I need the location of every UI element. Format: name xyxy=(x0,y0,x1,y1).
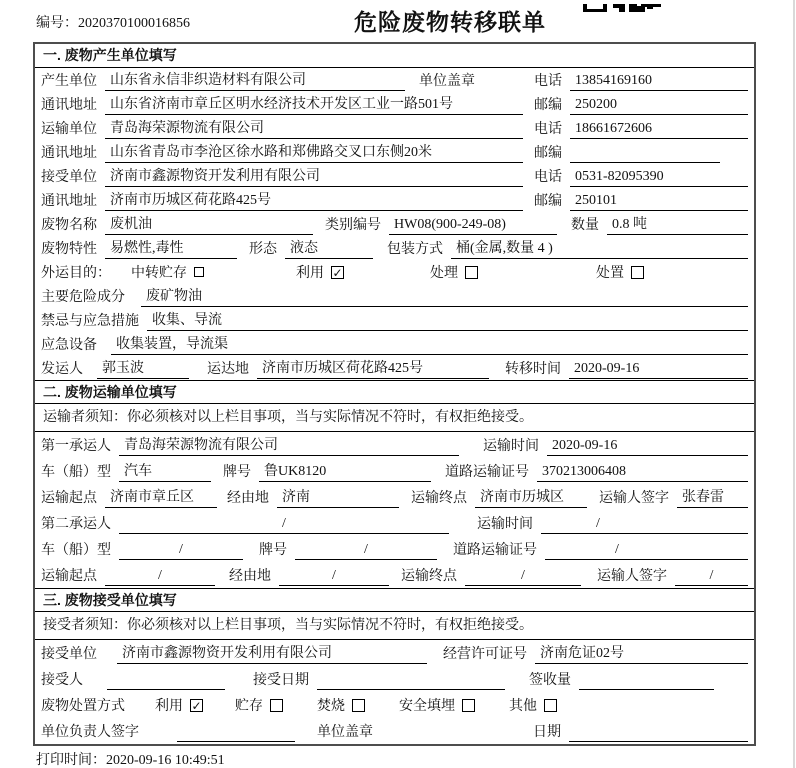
address2-value: 山东省青岛市李沧区徐水路和郑佛路交叉口东侧20米 xyxy=(105,142,523,163)
vehicle1-value: 汽车 xyxy=(119,461,211,482)
via2-value: / xyxy=(279,565,389,586)
zip2-value xyxy=(570,142,720,163)
disposal-option-storage-label: 贮存 xyxy=(235,699,263,714)
plate2-label: 牌号 xyxy=(259,543,287,558)
section2-header: 二. 废物运输单位填写 xyxy=(35,380,754,404)
via2-label: 经由地 xyxy=(229,569,271,584)
receiver-notice: 接受者须知：你必须核对以上栏目事项，当与实际情况不符时，有权拒绝接受。 xyxy=(35,612,754,640)
section3-header: 三. 废物接受单位填写 xyxy=(35,588,754,612)
plate1-label: 牌号 xyxy=(223,465,251,480)
end2-value: / xyxy=(465,565,581,586)
sign2-label: 运输人签字 xyxy=(597,569,667,584)
plate1-value: 鲁UK8120 xyxy=(259,461,431,482)
vehicle1-row xyxy=(35,458,754,484)
producer-value: 山东省永信非织造材料有限公司 xyxy=(105,70,405,91)
equipment-label: 应急设备 xyxy=(41,338,97,353)
phone1-label: 电话 xyxy=(534,74,562,89)
phone3-value: 0531-82095390 xyxy=(570,166,748,187)
purpose-option-utilize-label: 利用 xyxy=(296,266,324,281)
serial-label: 编号： xyxy=(36,16,78,31)
accept-unit-value: 济南市鑫源物资开发利用有限公司 xyxy=(117,643,427,664)
disposal-storage-checkbox xyxy=(270,699,283,712)
disposal-option-other-label: 其他 xyxy=(509,699,537,714)
purpose-option-utilize xyxy=(296,262,344,282)
packaging-label: 包装方式 xyxy=(387,242,443,257)
disposal-option-incinerate-label: 焚烧 xyxy=(317,699,345,714)
equipment-row xyxy=(35,332,754,356)
disposal-option-other xyxy=(509,695,557,715)
waste-name-label: 废物名称 xyxy=(41,218,97,233)
via1-label: 经由地 xyxy=(227,491,269,506)
destination-label: 运达地 xyxy=(207,362,249,377)
via1-value: 济南 xyxy=(277,487,399,508)
time2-value: / xyxy=(541,513,748,534)
manifest-form xyxy=(33,42,756,746)
transfer-date-label: 转移时间 xyxy=(505,362,561,377)
address3-label: 通讯地址 xyxy=(41,194,97,209)
address3-value: 济南市历城区荷花路425号 xyxy=(105,190,523,211)
sign2-value: / xyxy=(675,565,748,586)
phone3-label: 电话 xyxy=(534,170,562,185)
receiver-label: 接受单位 xyxy=(41,170,97,185)
serial-number xyxy=(36,12,190,32)
hazard-row xyxy=(35,284,754,308)
document-header xyxy=(0,0,796,42)
responsible-sign-value xyxy=(177,721,295,742)
carrier2-value: / xyxy=(119,513,449,534)
page-title: 危险废物转移联单 xyxy=(354,10,546,35)
serial-value: 2020370100016856 xyxy=(78,16,190,31)
route2-row xyxy=(35,562,754,588)
accept-unit-row xyxy=(35,640,754,666)
purpose-option-transfer-storage-label: 中转贮存 xyxy=(131,266,187,281)
form-label: 形态 xyxy=(249,242,277,257)
print-time xyxy=(36,749,225,768)
acceptor-row xyxy=(35,666,754,692)
waste-name-row xyxy=(35,212,754,236)
carrier1-value: 青岛海荣源物流有限公司 xyxy=(119,435,459,456)
zip1-value: 250200 xyxy=(570,94,748,115)
disposal-other-checkbox xyxy=(544,699,557,712)
equipment-value: 收集装置，导流渠 xyxy=(111,334,748,355)
zip3-label: 邮编 xyxy=(534,194,562,209)
packaging-value: 桶(金属,数量 4 ) xyxy=(451,238,748,259)
quantity-value: 0.8 吨 xyxy=(607,214,748,235)
purpose-option-dispose-label: 处置 xyxy=(596,266,624,281)
disposal-label: 废物处置方式 xyxy=(41,699,125,714)
consignor-row xyxy=(35,356,754,380)
transporter-label: 运输单位 xyxy=(41,122,97,137)
vehicle1-label: 车（船）型 xyxy=(41,465,111,480)
end1-value: 济南市历城区 xyxy=(475,487,587,508)
sign1-value: 张春雷 xyxy=(677,487,748,508)
license1-label: 道路运输证号 xyxy=(445,465,529,480)
form-value: 液态 xyxy=(285,238,373,259)
purpose-option-dispose xyxy=(596,262,644,282)
category-label: 类别编号 xyxy=(325,218,381,233)
phone2-label: 电话 xyxy=(534,122,562,137)
quantity-label: 数量 xyxy=(571,218,599,233)
responsible-sign-label: 单位负责人签字 xyxy=(41,725,139,740)
purpose-treat-checkbox xyxy=(465,266,478,279)
receiver-address-row xyxy=(35,188,754,212)
time1-label: 运输时间 xyxy=(483,439,539,454)
zip2-label: 邮编 xyxy=(534,146,562,161)
receiver-value: 济南市鑫源物资开发利用有限公司 xyxy=(105,166,523,187)
unit-seal-label: 单位盖章 xyxy=(419,74,475,89)
disposal-option-utilize xyxy=(155,695,203,715)
phone2-value: 18661672606 xyxy=(570,118,748,139)
responsible-sign-row xyxy=(35,718,754,744)
transporter-value: 青岛海荣源物流有限公司 xyxy=(105,118,523,139)
disposal-option-landfill xyxy=(399,695,475,715)
transporter-notice: 运输者须知：你必须核对以上栏目事项，当与实际情况不符时，有权拒绝接受。 xyxy=(35,404,754,432)
origin1-label: 运输起点 xyxy=(41,491,97,506)
address1-label: 通讯地址 xyxy=(41,98,97,113)
plate2-value: / xyxy=(295,539,437,560)
license2-label: 道路运输证号 xyxy=(453,543,537,558)
hazard-label: 主要危险成分 xyxy=(41,290,125,305)
disposal-option-incinerate xyxy=(317,695,365,715)
disposal-option-storage xyxy=(235,695,283,715)
transporter-row xyxy=(35,116,754,140)
page-edge-line xyxy=(793,0,795,768)
disposal-landfill-checkbox xyxy=(462,699,475,712)
disposal-utilize-checkbox: ✓ xyxy=(191,698,202,713)
time1-value: 2020-09-16 xyxy=(547,435,748,456)
route1-row xyxy=(35,484,754,510)
permit-value: 济南危证02号 xyxy=(535,643,748,664)
end1-label: 运输终点 xyxy=(411,491,467,506)
carrier2-label: 第二承运人 xyxy=(41,517,111,532)
purpose-label: 外运目的： xyxy=(41,266,111,281)
consignor-value: 郭玉波 xyxy=(97,358,189,379)
accept-date-label: 接受日期 xyxy=(253,673,309,688)
transfer-date-value: 2020-09-16 xyxy=(569,358,748,379)
purpose-row xyxy=(35,260,754,284)
consignor-label: 发运人 xyxy=(41,362,83,377)
purpose-utilize-checkbox: ✓ xyxy=(332,265,343,280)
carrier1-row xyxy=(35,432,754,458)
producer-address-row xyxy=(35,92,754,116)
purpose-option-transfer-storage xyxy=(131,262,204,282)
producer-row xyxy=(35,68,754,92)
zip3-value: 250101 xyxy=(570,190,748,211)
purpose-transfer-storage-checkbox xyxy=(194,267,204,277)
carrier1-label: 第一承运人 xyxy=(41,439,111,454)
disposal-option-utilize-label: 利用 xyxy=(155,699,183,714)
characteristics-row xyxy=(35,236,754,260)
producer-label: 产生单位 xyxy=(41,74,97,89)
time2-label: 运输时间 xyxy=(477,517,533,532)
characteristics-label: 废物特性 xyxy=(41,242,97,257)
accept-date-value xyxy=(317,669,505,690)
vehicle2-row xyxy=(35,536,754,562)
address1-value: 山东省济南市章丘区明水经济技术开发区工业一路501号 xyxy=(105,94,523,115)
carrier2-row xyxy=(35,510,754,536)
end2-label: 运输终点 xyxy=(401,569,457,584)
license2-value: / xyxy=(545,539,748,560)
precaution-row xyxy=(35,308,754,332)
category-value: HW08(900-249-08) xyxy=(389,214,557,235)
purpose-option-treat xyxy=(430,262,478,282)
received-qty-value xyxy=(579,669,714,690)
address2-label: 通讯地址 xyxy=(41,146,97,161)
transporter-address-row xyxy=(35,140,754,164)
qr-code-fragment-icon xyxy=(583,0,661,9)
received-qty-label: 签收量 xyxy=(529,673,571,688)
print-time-label: 打印时间： xyxy=(36,753,106,768)
receiver-row xyxy=(35,164,754,188)
acceptor-label: 接受人 xyxy=(41,673,83,688)
permit-label: 经营许可证号 xyxy=(443,647,527,662)
origin2-value: / xyxy=(105,565,215,586)
zip1-label: 邮编 xyxy=(534,98,562,113)
accept-unit-label: 接受单位 xyxy=(41,647,97,662)
precaution-label: 禁忌与应急措施 xyxy=(41,314,139,329)
sign1-label: 运输人签字 xyxy=(599,491,669,506)
date-label: 日期 xyxy=(533,725,561,740)
origin1-value: 济南市章丘区 xyxy=(105,487,217,508)
hazard-value: 废矿物油 xyxy=(141,286,748,307)
disposal-row xyxy=(35,692,754,718)
print-time-value: 2020-09-16 10:49:51 xyxy=(106,753,225,768)
purpose-dispose-checkbox xyxy=(631,266,644,279)
precaution-value: 收集、导流 xyxy=(147,310,748,331)
destination-value: 济南市历城区荷花路425号 xyxy=(257,358,489,379)
disposal-option-landfill-label: 安全填埋 xyxy=(399,699,455,714)
waste-name-value: 废机油 xyxy=(105,214,313,235)
disposal-incinerate-checkbox xyxy=(352,699,365,712)
section1-header: 一. 废物产生单位填写 xyxy=(35,44,754,68)
phone1-value: 13854169160 xyxy=(570,70,748,91)
purpose-option-treat-label: 处理 xyxy=(430,266,458,281)
acceptor-value xyxy=(107,669,225,690)
origin2-label: 运输起点 xyxy=(41,569,97,584)
date-value xyxy=(569,721,748,742)
vehicle2-value: / xyxy=(119,539,243,560)
license1-value: 370213006408 xyxy=(537,461,748,482)
characteristics-value: 易燃性,毒性 xyxy=(105,238,237,259)
unit-seal2-label: 单位盖章 xyxy=(317,725,373,740)
vehicle2-label: 车（船）型 xyxy=(41,543,111,558)
